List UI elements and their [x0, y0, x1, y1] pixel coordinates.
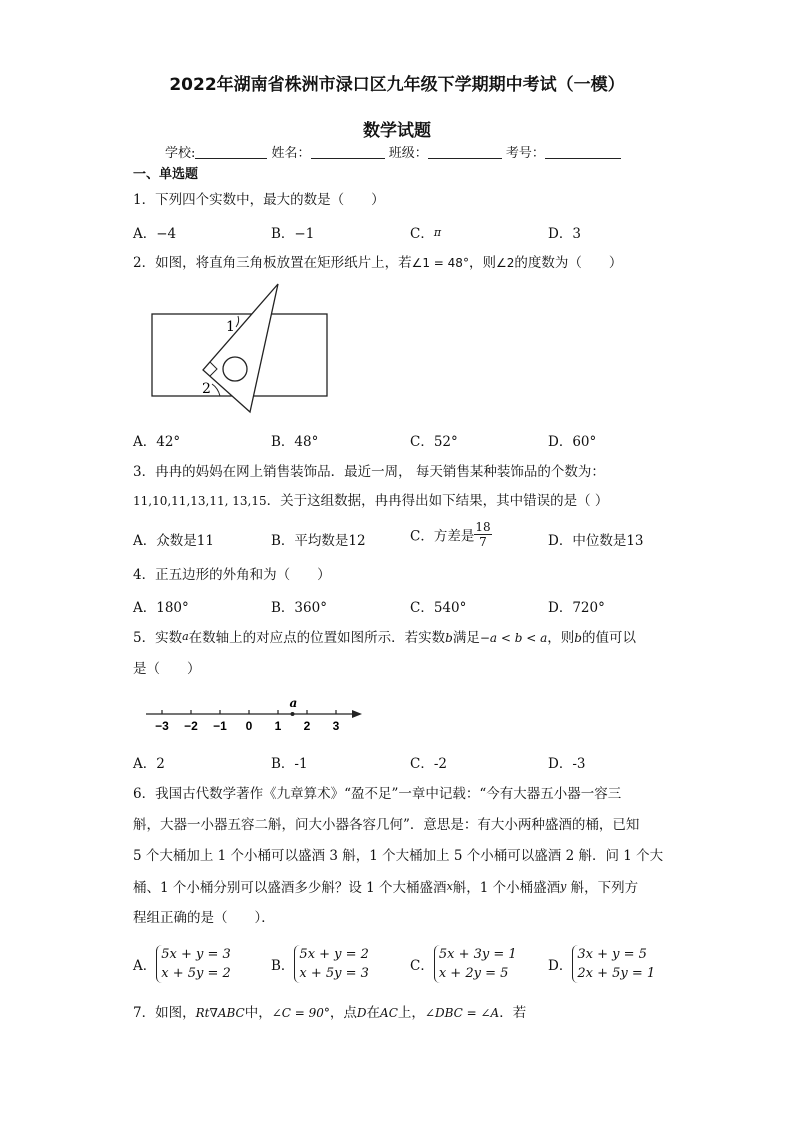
q2-stem-post: 的度数为（ ）	[514, 255, 623, 271]
q3-fraction	[474, 520, 491, 549]
q4-option-b: B．360°	[271, 600, 327, 616]
q5-var-b2: b	[574, 631, 582, 645]
q6-line5: 程组正确的是（ ）．	[133, 910, 275, 926]
q3-line2	[133, 491, 608, 511]
q5-option-d: D．-3	[548, 756, 586, 772]
equation: 5x + y = 2	[299, 947, 369, 962]
q5-line2: 是（ ）	[133, 661, 201, 677]
page-title: 2022年湖南省株洲市渌口区九年级下学期期中考试（一模）	[169, 75, 625, 95]
q6-line2: 斛，大器一小器五容二斛，问大小器各容几何”．意思是：有大小两种盛酒的桶，已知	[133, 817, 640, 833]
q2-angle2: ∠2	[495, 256, 515, 270]
q2-stem-pre: 2．如图，将直角三角板放置在矩形纸片上，若	[133, 255, 412, 271]
q4-option-c: C．540°	[410, 600, 467, 616]
q2-option-d: D．60°	[548, 434, 597, 450]
axis-tick-label: 1	[274, 719, 282, 733]
q7-triangle: Rt∇ABC	[195, 1006, 245, 1020]
q6-option-c	[410, 945, 517, 983]
q3-option-c-prefix: C．方差是	[410, 528, 475, 545]
equation: x + 5y = 3	[299, 966, 369, 981]
angle2-arc	[212, 384, 220, 396]
q6-var-x: x	[446, 880, 453, 893]
triangle-ruler	[203, 284, 278, 412]
q6-option-d-prefix: D．	[548, 958, 573, 974]
q7-stem	[133, 1003, 526, 1023]
q2-option-c: C．52°	[410, 434, 458, 450]
number-line	[140, 694, 370, 738]
fig-label-1: 1	[226, 319, 235, 335]
q7-p3: ，点	[329, 1005, 357, 1021]
point-a	[291, 712, 295, 716]
q7-equation: ∠DBC = ∠A	[424, 1006, 500, 1020]
q3-option-c	[410, 520, 492, 549]
page-subtitle: 数学试题	[363, 121, 431, 141]
q6-option-d-system	[572, 945, 655, 983]
class-blank[interactable]	[428, 144, 502, 159]
q4-stem: 4．正五边形的外角和为（ ）	[133, 567, 331, 583]
q5-inequality: −a < b < a	[479, 631, 548, 645]
q5-p3: 满足	[452, 630, 480, 646]
q1-option-a: A．−4	[133, 226, 177, 242]
q6-line4-p2: 斛，1 个小桶盛酒	[452, 880, 561, 896]
equation: 3x + y = 5	[577, 947, 647, 962]
axis-tick-label: 2	[303, 719, 311, 733]
q7-p1: 7．如图，	[133, 1005, 196, 1021]
q3-option-a: A．众数是11	[133, 533, 214, 549]
q6-line4-p3: 斛，下列方	[566, 880, 639, 896]
q6-option-d	[548, 945, 655, 983]
q6-option-a-system	[156, 945, 231, 983]
q4-option-d: D．720°	[548, 600, 605, 616]
q4-option-a: A．180°	[133, 600, 189, 616]
q5-option-b: B．-1	[271, 756, 308, 772]
axis-tick-label: −3	[155, 719, 169, 733]
q7-p6: ．若	[499, 1005, 527, 1021]
q1-option-d: D．3	[548, 226, 581, 242]
q3-option-b: B．平均数是12	[271, 533, 366, 549]
equation: 5x + 3y = 1	[438, 947, 517, 962]
q5-p1: 5．实数	[133, 630, 183, 646]
fraction-denominator: 7	[479, 535, 487, 549]
school-blank[interactable]	[195, 144, 267, 159]
angle1-arc	[236, 316, 239, 327]
q6-line4-p1: 桶、1 个小桶分别可以盛酒多少斛？设 1 个大桶盛酒	[133, 880, 447, 896]
q6-line1: 6．我国古代数学著作《九章算术》“盈不足”一章中记载：“今有大器五小器一容三	[133, 786, 622, 802]
equation: x + 5y = 2	[161, 966, 231, 981]
q6-option-c-system	[434, 945, 517, 983]
q3-option-d: D．中位数是13	[548, 533, 644, 549]
q1-option-b: B．−1	[271, 226, 315, 242]
student-info-line	[165, 144, 621, 164]
q5-option-c: C．-2	[410, 756, 447, 772]
q3-data: 11,10,11,13,11, 13,15	[133, 494, 267, 508]
axis-tick-label: −1	[213, 719, 227, 733]
pi-symbol: π	[433, 226, 442, 239]
q2-figure	[140, 280, 350, 420]
equation: x + 2y = 5	[438, 966, 509, 981]
q6-option-b-prefix: B．	[271, 958, 295, 974]
q6-option-c-prefix: C．	[410, 958, 434, 974]
equation: 2x + 5y = 1	[577, 966, 656, 981]
q1-option-c	[410, 222, 441, 242]
q5-p5: 的值可以	[581, 630, 636, 646]
q6-option-a	[133, 945, 231, 983]
q6-line4	[133, 877, 638, 898]
q1-option-c-prefix: C．	[410, 226, 434, 242]
point-a-label: a	[289, 696, 298, 710]
fig-label-2: 2	[202, 381, 211, 397]
q5-line1	[133, 627, 636, 648]
q6-var-y: y	[560, 880, 567, 893]
section-heading: 一、单选题	[133, 167, 199, 182]
q7-p5: 上，	[397, 1005, 425, 1021]
q1-stem: 1．下列四个实数中，最大的数是（ ）	[133, 192, 385, 208]
q6-option-b	[271, 945, 369, 983]
q5-p4: ，则	[547, 630, 575, 646]
q7-segment: AC	[380, 1006, 398, 1020]
name-label: 姓名：	[271, 146, 311, 161]
name-blank[interactable]	[311, 144, 385, 159]
q2-option-a: A．42°	[133, 434, 181, 450]
number-label: 考号：	[505, 146, 545, 161]
axis-tick-label: 3	[332, 719, 340, 733]
equation: 5x + y = 3	[161, 947, 231, 962]
axis-arrow	[352, 710, 362, 718]
fraction-numerator: 18	[475, 520, 491, 534]
q5-p2: 在数轴上的对应点的位置如图所示．若实数	[188, 630, 446, 646]
number-blank[interactable]	[545, 144, 621, 159]
q2-option-b: B．48°	[271, 434, 319, 450]
q7-point: D	[356, 1006, 367, 1020]
q5-option-a: A．2	[133, 756, 165, 772]
q7-angle: ∠C = 90°	[271, 1006, 330, 1020]
q5-var-a: a	[182, 630, 189, 643]
q7-p4: 在	[366, 1005, 381, 1021]
q6-line3: 5 个大桶加上 1 个小桶可以盛酒 3 斛，1 个大桶加上 5 个小桶可以盛酒 2 斛．问 1 个大	[133, 848, 664, 864]
q6-option-a-prefix: A．	[133, 958, 157, 974]
school-label: 学校:	[165, 146, 196, 161]
axis-tick-label: 0	[245, 719, 253, 733]
q3-line2-rest: ．关于这组数据，冉冉得出如下结果，其中错误的是（ ）	[266, 493, 609, 509]
q3-line1: 3．冉冉的妈妈在网上销售装饰品．最近一周， 每天销售某种装饰品的个数为：	[133, 464, 605, 480]
axis-tick-label: −2	[184, 719, 198, 733]
q6-option-b-system	[294, 945, 369, 983]
q2-stem-mid: ，则	[468, 255, 496, 271]
class-label: 班级：	[388, 146, 428, 161]
q7-p2: 中，	[244, 1005, 272, 1021]
q5-var-b: b	[445, 631, 453, 645]
q2-stem	[133, 253, 622, 273]
q2-angle1: ∠1 = 48°	[411, 256, 469, 270]
